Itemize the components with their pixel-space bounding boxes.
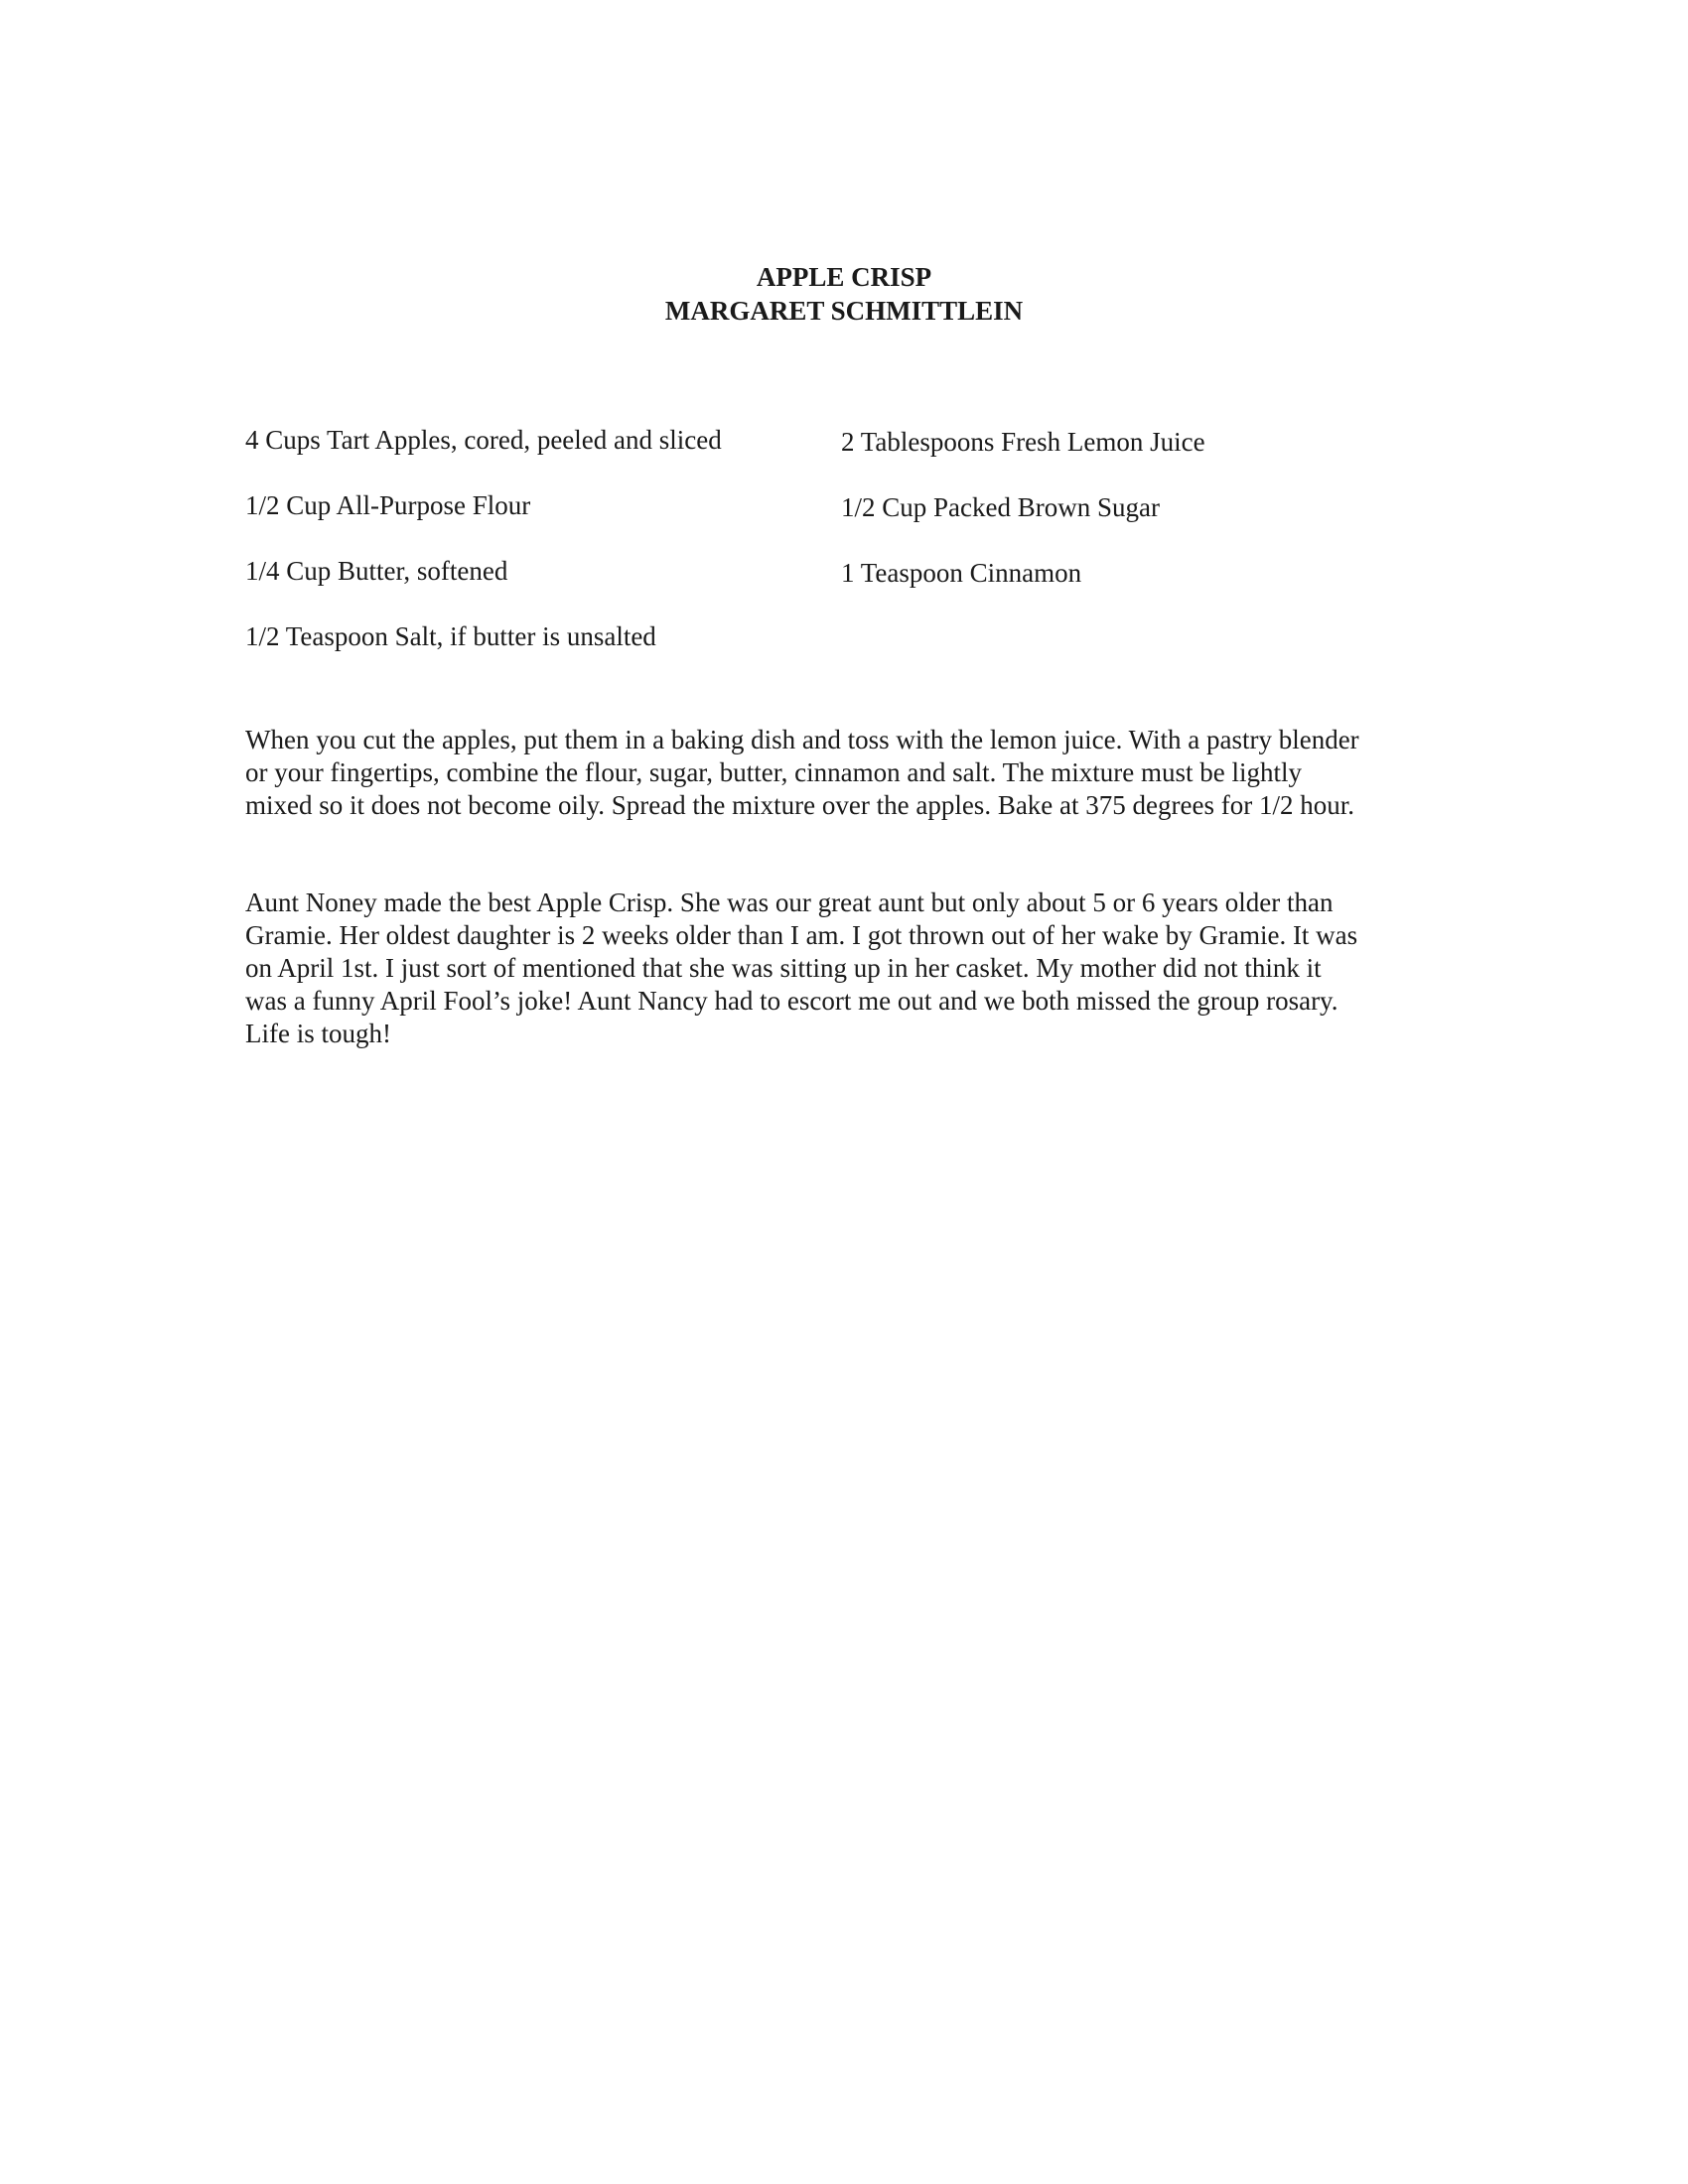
story-line: Aunt Noney made the best Apple Crisp. She was our great aunt but only about 5 or 6 years older than [245, 887, 1334, 917]
recipe-author: MARGARET SCHMITTLEIN [664, 296, 1024, 326]
method-line: or your fingertips, combine the flour, sugar, butter, cinnamon and salt. The mixture must be lightly [245, 757, 1303, 787]
method-line: When you cut the apples, put them in a baking dish and toss with the lemon juice. With a pastry blender [245, 725, 1359, 754]
ingredient-column-right [841, 425, 1437, 621]
recipe-title: APPLE CRISP [756, 262, 932, 292]
recipe-header [0, 260, 1688, 328]
ingredient-item: 1/4 Cup Butter, softened [245, 556, 508, 586]
method-line: mixed so it does not become oily. Spread the mixture over the apples. Bake at 375 degrees for 1/2 hour. [245, 790, 1354, 820]
story-line: on April 1st. I just sort of mentioned that she was sitting up in her casket. My mother did not think it [245, 953, 1322, 983]
story-line: Gramie. Her oldest daughter is 2 weeks older than I am. I got thrown out of her wake by Gramie. It was [245, 920, 1358, 950]
story-line: Life is tough! [245, 1019, 391, 1048]
ingredient-item: 1/2 Cup Packed Brown Sugar [841, 492, 1160, 522]
method-paragraph [245, 724, 1437, 822]
ingredient-item: 1/2 Cup All-Purpose Flour [245, 490, 531, 520]
ingredient-item: 1/2 Teaspoon Salt, if butter is unsalted [245, 621, 656, 651]
ingredient-item: 4 Cups Tart Apples, cored, peeled and sliced [245, 425, 722, 455]
ingredient-item: 1 Teaspoon Cinnamon [841, 558, 1082, 588]
ingredient-column-left [245, 423, 801, 685]
story-line: was a funny April Fool’s joke! Aunt Nancy had to escort me out and we both missed the group rosary. [245, 986, 1338, 1016]
ingredient-item: 2 Tablespoons Fresh Lemon Juice [841, 427, 1205, 457]
story-paragraph [245, 887, 1437, 1050]
